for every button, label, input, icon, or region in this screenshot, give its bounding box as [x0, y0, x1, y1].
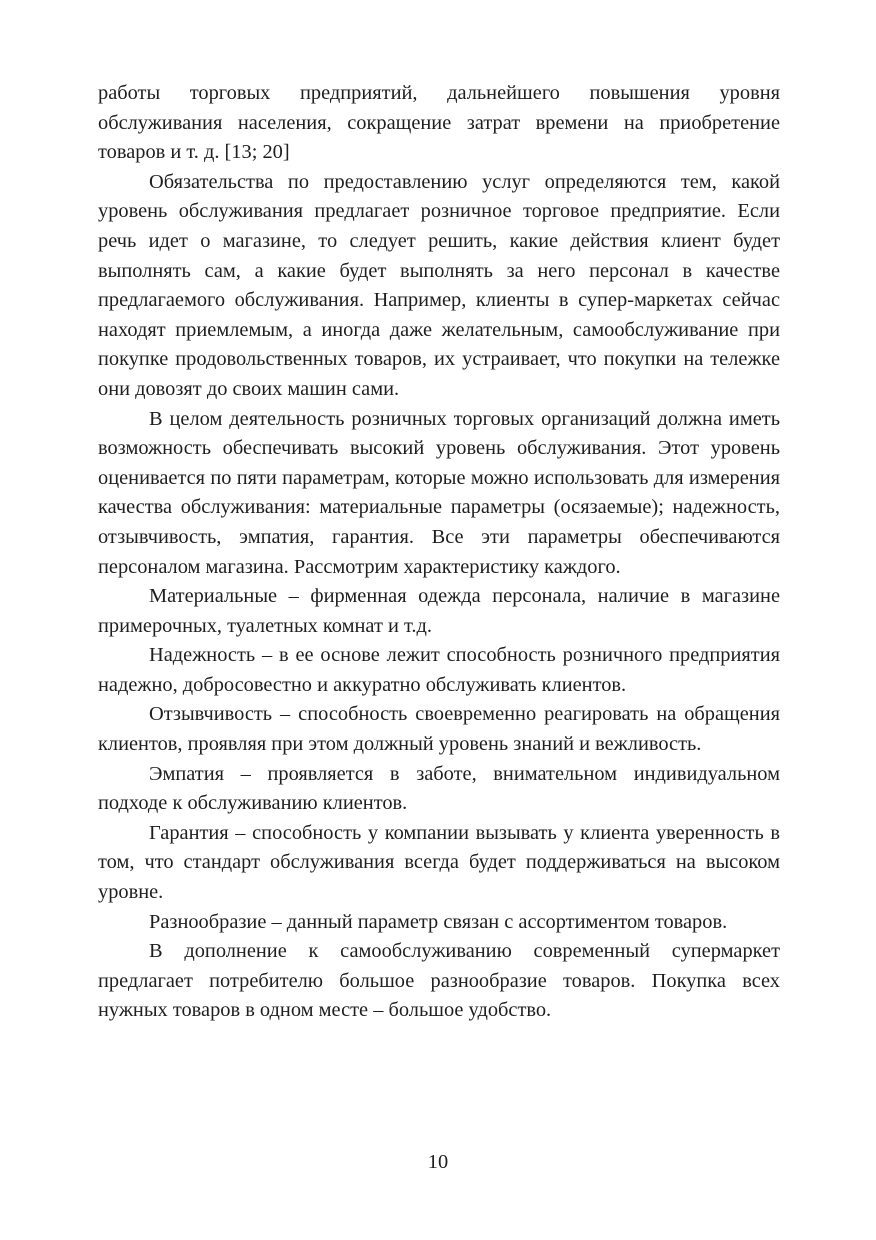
paragraph-continuation: работы торговых предприятий, дальнейшего повышения уровня обслуживания населения, сокращение затрат времени на приобретение товаров и т. д. [13; 20] [98, 82, 780, 164]
paragraph-empathy: Эмпатия – проявляется в заботе, внимательном индивидуальном подходе к обслуживанию клиентов. [98, 762, 780, 815]
paragraph-supermarket: В дополнение к самообслуживанию современный супермаркет предлагает потребителю большое разнообразие товаров. Покупка всех нужных товаров в одном месте – большое удобство. [98, 940, 780, 1022]
paragraph-guarantee: Гарантия – способность у компании вызывать у клиента уверенность в том, что стандарт обслуживания всегда будет поддерживаться на высоком уровне. [98, 821, 780, 904]
paragraph-reliability: Надежность – в ее основе лежит способность розничного предприятия надежно, добросовестно и аккуратно обслуживать клиентов. [98, 644, 780, 696]
paragraph-material: Материальные – фирменная одежда персонала, наличие в магазине примерочных, туалетных комнат и т.д. [98, 585, 780, 637]
paragraph-responsiveness: Отзывчивость – способность своевременно реагировать на обращения клиентов, проявляя при этом должный уровень знаний и вежливость. [98, 703, 780, 756]
paragraph-service-level: В целом деятельность розничных торговых организаций должна иметь возможность обеспечивать высокий уровень обслуживания. Этот уровень оценивается по пяти параметрам, которые можно использовать для измерения качества обслуживания: материальные параметры (осязаемые); надежность, отзывчивость, эмпатия, гарантия. Все эти параметры обеспечиваются персоналом магазина. Рассмотрим характеристику каждого. [98, 407, 780, 578]
paragraph-service-obligations: Обязательства по предоставлению услуг определяются тем, какой уровень обслуживания предлагает розничное торговое предприятие. Если речь идет о магазине, то следует решить, какие действия клиент будет выполнять сам, а какие будет выполнять за него персонал в качестве предлагаемого обслуживания. Например, клиенты в супер-маркетах сейчас находят приемлемым, а иногда даже желательным, самообслуживание при покупке продовольственных товаров, их устраивает, что покупки на тележке они довозят до своих машин сами. [98, 170, 780, 400]
paragraph-variety: Разнообразие – данный параметр связан с ассортиментом товаров. [149, 910, 728, 933]
page-number: 10 [427, 1151, 449, 1173]
page-body [98, 79, 780, 1026]
